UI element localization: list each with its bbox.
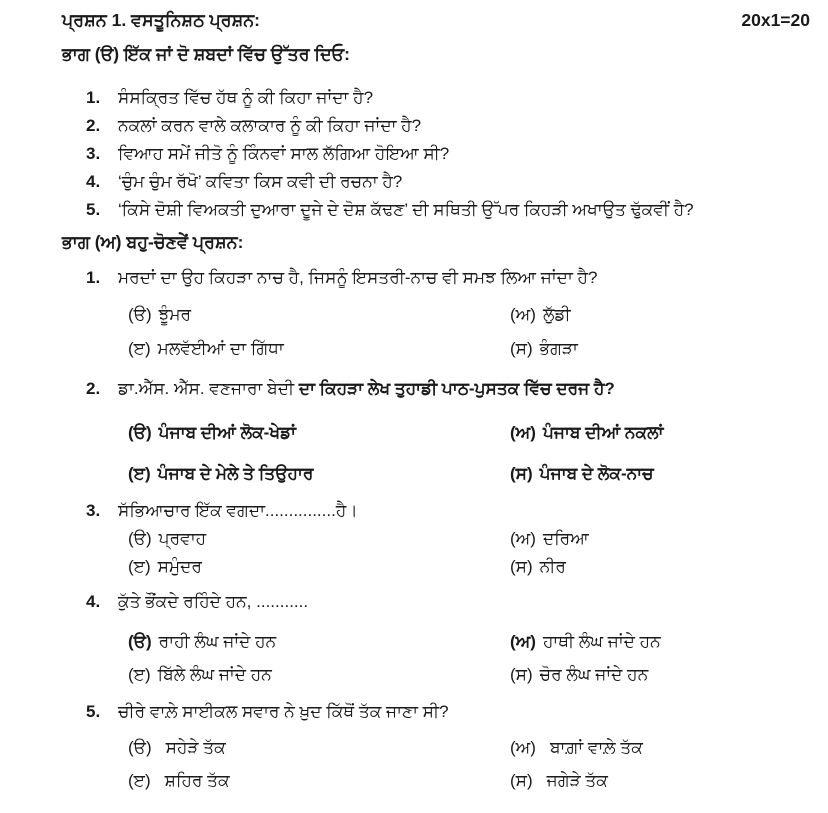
- option-label: (ੲ): [128, 339, 151, 358]
- option-label: (ੳ): [128, 632, 152, 651]
- option: [128, 769, 510, 793]
- question-text: [118, 590, 828, 614]
- question-number: 4.: [86, 172, 101, 191]
- option-label: (ੳ): [128, 529, 152, 548]
- option-text: ਹਾਥੀ ਲੰਘ ਜਾਂਦੇ ਹਨ: [542, 632, 661, 651]
- option-text: ਬਿੱਲੇ ਲੰਘ ਜਾਂਦੇ ਹਨ: [157, 665, 272, 684]
- option-text: ਚੋਰ ਲੰਘ ਜਾਂਦੇ ਹਨ: [539, 665, 649, 684]
- option: [510, 663, 816, 687]
- option-text: ਬਾਗ਼ਾਂ ਵਾਲ਼ੇ ਤੱਕ: [549, 738, 643, 757]
- question-text: ਵਿਆਹ ਸਮੇਂ ਜੀਤੋ ਨੂੰ ਕਿੰਨਵਾਂ ਸਾਲ ਲੱਗਿਆ ਹੋਇਆ ਸੀ?: [118, 144, 450, 163]
- option-text: ਸਹੇੜੇ ਤੱਕ: [165, 738, 226, 757]
- part-a-heading: ਭਾਗ (ੳ) ਇੱਕ ਜਾਂ ਦੋ ਸ਼ਬਦਾਂ ਵਿੱਚ ਉੱਤਰ ਦਿਓ:: [62, 44, 351, 64]
- question-row: [0, 142, 828, 166]
- question-text-regular: ਮਰਦਾਂ ਦਾ ਉਹ ਕਿਹੜਾ ਨਾਚ ਹੈ, ਜਿਸਨੂੰ ਇਸਤਰੀ-ਨਾਚ ਵੀ ਸਮਝ ਲਿਆ ਜਾਂਦਾ ਹੈ?: [118, 268, 598, 287]
- option-label: (ਅ): [510, 632, 536, 651]
- question-row: [0, 700, 828, 724]
- option: [510, 736, 816, 760]
- option: [510, 303, 816, 327]
- mcq-question-block: [0, 266, 828, 361]
- option-text: ਪੰਜਾਬ ਦੀਆਂ ਲੋਕ-ਖੇਡਾਂ: [158, 423, 296, 442]
- options-grid: [0, 630, 828, 687]
- question-number: 3.: [86, 144, 101, 163]
- question-text: ਸੰਸਕ੍ਰਿਤ ਵਿੱਚ ਹੱਥ ਨੂੰ ਕੀ ਕਿਹਾ ਜਾਂਦਾ ਹੈ?: [118, 88, 374, 107]
- question-text-regular: ਸੱਭਿਆਚਾਰ ਇੱਕ ਵਗਦਾ...............ਹੈ।: [118, 501, 358, 520]
- question-number: 3.: [86, 501, 101, 520]
- question-row: [0, 266, 828, 290]
- option-text: ਨੀਰ: [539, 557, 566, 576]
- question-text: [118, 700, 828, 724]
- option-label: (ੳ): [128, 738, 152, 757]
- option-text: ਮਲਵੱਈਆਂ ਦਾ ਗਿੱਧਾ: [157, 339, 284, 358]
- question-row: [0, 198, 828, 222]
- mcq-question-block: [0, 590, 828, 687]
- part-b-heading: ਭਾਗ (ਅ) ਬਹੁ-ਚੋਣਵੇਂ ਪ੍ਰਸ਼ਨ:: [62, 232, 244, 252]
- option-label: (ੲ): [128, 771, 151, 790]
- option-text: ਰਾਹੀ ਲੰਘ ਜਾਂਦੇ ਹਨ: [158, 632, 277, 651]
- option: [128, 303, 510, 327]
- question-number: 5.: [86, 200, 101, 219]
- question-paper-title: ਪ੍ਰਸ਼ਨ 1. ਵਸਤੂਨਿਸ਼ਠ ਪ੍ਰਸ਼ਨ:: [62, 10, 261, 30]
- question-row: [0, 170, 828, 194]
- question-number: 5.: [86, 702, 101, 721]
- option-label: (ਅ): [510, 305, 536, 324]
- option: [128, 736, 510, 760]
- option-text: ਪੰਜਾਬ ਦੇ ਮੇਲੇ ਤੇ ਤਿਉਹਾਰ: [157, 464, 314, 483]
- option: [128, 663, 510, 687]
- mcq-question-block: [0, 377, 828, 486]
- option-label: (ਅ): [510, 423, 536, 442]
- question-row: [0, 590, 828, 614]
- options-grid: [0, 736, 828, 793]
- option: [510, 462, 816, 486]
- option: [128, 555, 510, 579]
- option-text: ਪੰਜਾਬ ਦੀਆਂ ਨਕਲਾਂ: [542, 423, 664, 442]
- option-text: ਲੁੱਡੀ: [542, 305, 571, 324]
- option: [510, 630, 816, 654]
- option-text: ਸਮੁੰਦਰ: [157, 557, 202, 576]
- question-number: 2.: [86, 116, 101, 135]
- option: [128, 527, 510, 551]
- question-text: [118, 377, 828, 401]
- option-text: ਜਗੇੜੇ ਤੱਕ: [546, 771, 608, 790]
- question-row: [0, 86, 828, 110]
- options-grid: [0, 527, 828, 579]
- option: [510, 421, 816, 445]
- option: [510, 769, 816, 793]
- option-text: ਪ੍ਰਵਾਹ: [158, 529, 207, 548]
- option-label: (ੳ): [128, 305, 152, 324]
- option-label: (ੲ): [128, 464, 151, 483]
- options-grid: [0, 421, 828, 486]
- mcq-question-block: [0, 700, 828, 793]
- option-label: (ਸ): [510, 557, 533, 576]
- paper-header: [0, 8, 828, 32]
- question-number: 2.: [86, 379, 101, 398]
- option-label: (ੲ): [128, 665, 151, 684]
- option: [128, 462, 510, 486]
- option-label: (ਸ): [510, 665, 533, 684]
- option: [510, 527, 816, 551]
- option-text: ਪੰਜਾਬ ਦੇ ਲੋਕ-ਨਾਚ: [539, 464, 654, 483]
- mcq-question-block: [0, 499, 828, 579]
- question-text: [118, 266, 828, 290]
- option: [128, 630, 510, 654]
- question-text: ‘ਕਿਸੇ ਦੋਸ਼ੀ ਵਿਅਕਤੀ ਦੁਆਰਾ ਦੂਜੇ ਦੇ ਦੋਸ਼ ਕੱਢਣ’ ਦੀ ਸਥਿਤੀ ਉੱਪਰ ਕਿਹੜੀ ਅਖਾਉਤ ਢੁੱਕਵੀਂ ਹੈ?: [118, 200, 694, 219]
- options-grid: [0, 303, 828, 361]
- question-row: [0, 377, 828, 401]
- option-label: (ੳ): [128, 423, 152, 442]
- option-text: ਸ਼ਹਿਰ ਤੱਕ: [164, 771, 230, 790]
- option-label: (ਸ): [510, 339, 533, 358]
- option-label: (ਸ): [510, 771, 533, 790]
- option-text: ਝੂੰਮਰ: [158, 305, 192, 324]
- option-text: ਦਰਿਆ: [542, 529, 589, 548]
- marks-scheme: 20x1=20: [741, 10, 810, 30]
- question-number: 1.: [86, 88, 101, 107]
- option: [510, 337, 816, 361]
- question-number: 1.: [86, 268, 101, 287]
- option: [510, 555, 816, 579]
- option: [128, 421, 510, 445]
- question-text-regular: ਚੀਰੇ ਵਾਲ਼ੇ ਸਾਈਕਲ ਸਵਾਰ ਨੇ ਖ਼ੁਦ ਕਿੱਥੋਂ ਤੱਕ ਜਾਣਾ ਸੀ?: [118, 702, 449, 721]
- option-label: (ਅ): [510, 738, 536, 757]
- option-label: (ੲ): [128, 557, 151, 576]
- question-text-regular: ਡਾ.ਐੱਸ. ਐੱਸ. ਵਣਜਾਰਾ ਬੇਦੀ: [118, 379, 299, 398]
- question-text-bold: ਦਾ ਕਿਹੜਾ ਲੇਖ ਤੁਹਾਡੀ ਪਾਠ-ਪੁਸਤਕ ਵਿੱਚ ਦਰਜ ਹੈ?: [298, 379, 615, 398]
- question-text-regular: ਕੁੱਤੇ ਭੌਂਕਦੇ ਰਹਿੰਦੇ ਹਨ, ...........: [118, 592, 309, 611]
- option-text: ਭੰਗੜਾ: [539, 339, 578, 358]
- part-a-question-list: [0, 86, 828, 222]
- option-label: (ਸ): [510, 464, 533, 483]
- option: [128, 337, 510, 361]
- question-row: [0, 114, 828, 138]
- option-label: (ਅ): [510, 529, 536, 548]
- question-text: ‘ਚੁੰਮ ਚੁੰਮ ਰੱਖੋ’ ਕਵਿਤਾ ਕਿਸ ਕਵੀ ਦੀ ਰਚਨਾ ਹੈ?: [118, 172, 403, 191]
- question-number: 4.: [86, 592, 101, 611]
- question-row: [0, 499, 828, 523]
- question-text: [118, 499, 828, 523]
- question-text: ਨਕਲਾਂ ਕਰਨ ਵਾਲੇ ਕਲਾਕਾਰ ਨੂੰ ਕੀ ਕਿਹਾ ਜਾਂਦਾ ਹੈ?: [118, 116, 422, 135]
